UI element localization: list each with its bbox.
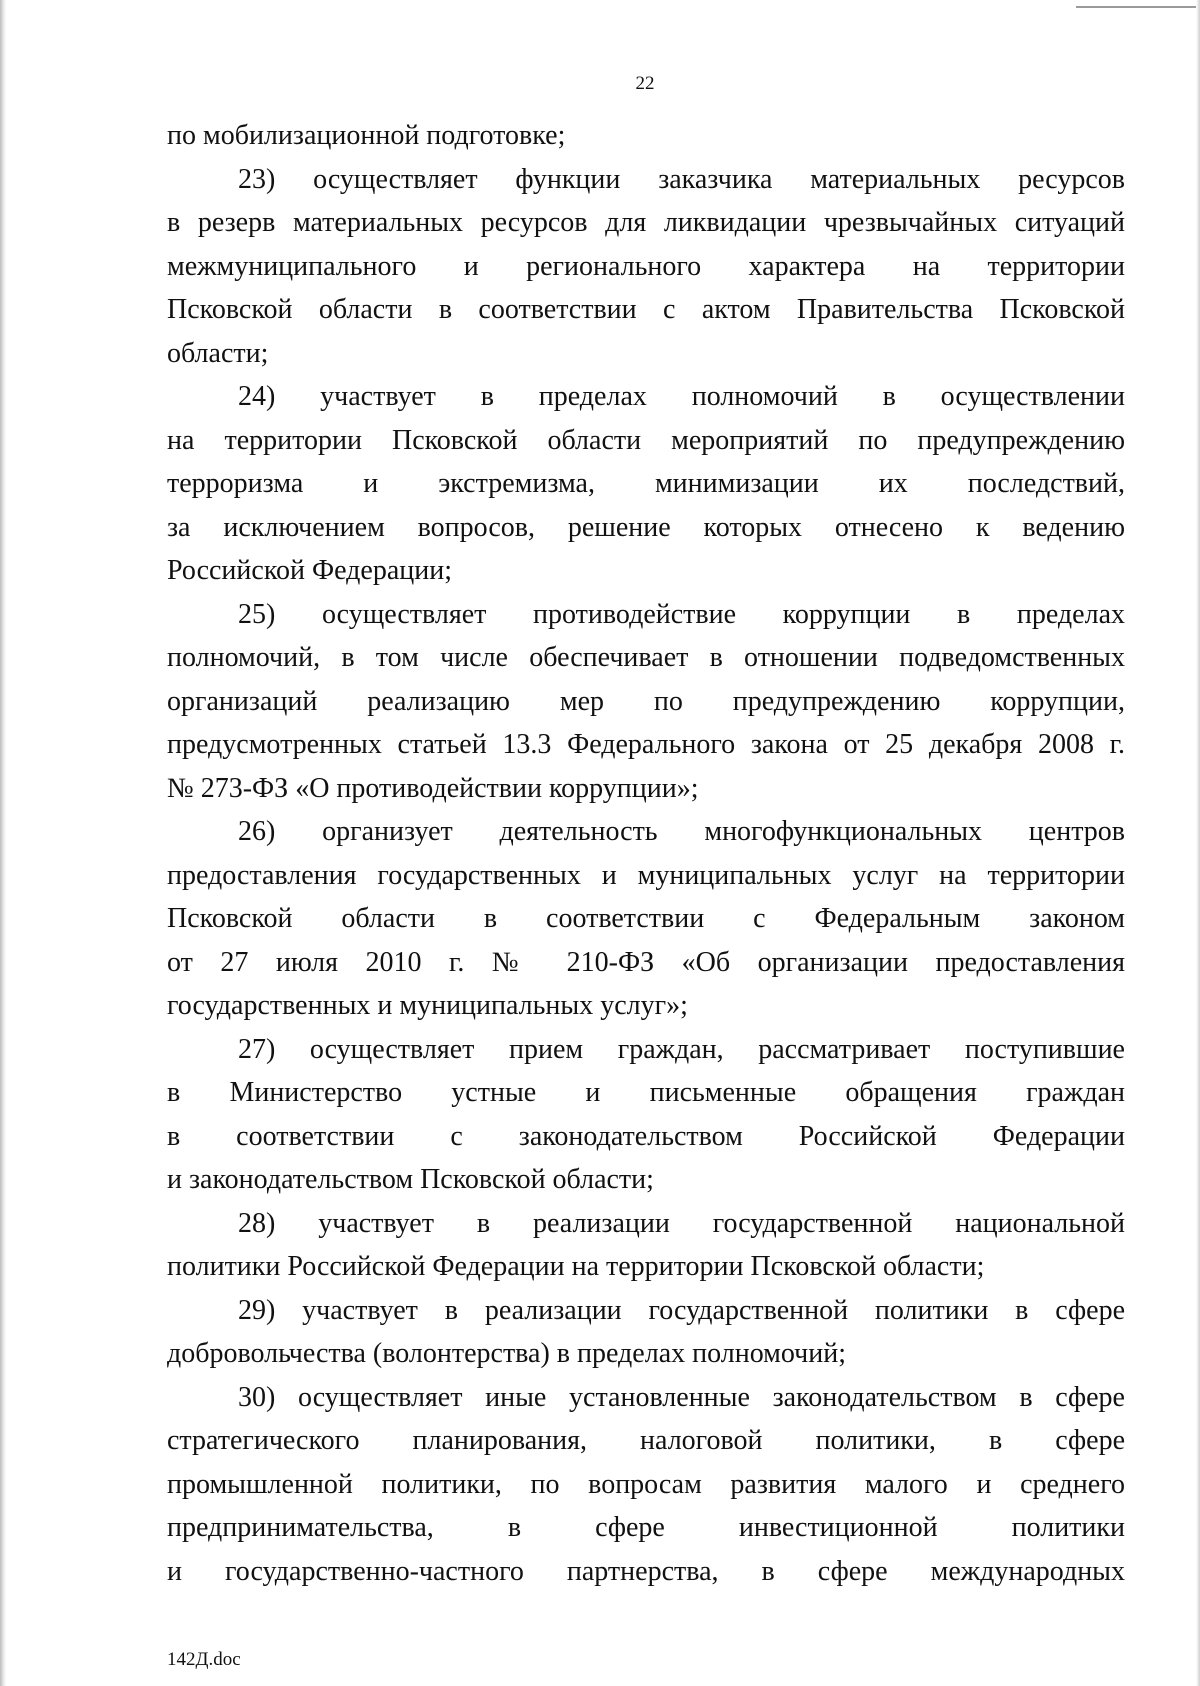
text-line: 29) участвует в реализации государственной политики в сфере xyxy=(238,1294,1125,1326)
paragraph-continuation xyxy=(167,114,1125,158)
scan-edge-top-mark xyxy=(1076,6,1196,8)
scan-edge-left xyxy=(0,0,6,1686)
text-line: № 273-ФЗ «О противодействии коррупции»; xyxy=(167,772,699,804)
document-body xyxy=(167,114,1125,1593)
text-line: терроризма и экстремизма, минимизации их последствий, xyxy=(167,468,1125,499)
text-line: стратегического планирования, налоговой политики, в сфере xyxy=(167,1425,1125,1456)
text-line: Псковской области в соответствии с Федеральным законом xyxy=(167,903,1125,934)
text-line: предоставления государственных и муниципальных услуг на территории xyxy=(167,859,1125,891)
scan-edge-right xyxy=(1196,0,1200,1686)
text-line: и законодательством Псковской области; xyxy=(167,1164,654,1195)
text-line: области; xyxy=(167,337,269,369)
text-line: в резерв материальных ресурсов для ликвидации чрезвычайных ситуаций xyxy=(167,207,1125,238)
paragraph-item-23 xyxy=(167,158,1125,376)
paragraph-item-29 xyxy=(167,1289,1125,1376)
text-line: 26) организует деятельность многофункциональных центров xyxy=(238,816,1125,847)
page-number: 22 xyxy=(635,73,655,94)
text-line: Российской Федерации; xyxy=(167,555,453,586)
text-line: добровольчества (волонтерства) в пределах полномочий; xyxy=(167,1338,846,1369)
text-line: по мобилизационной подготовке; xyxy=(167,120,566,151)
text-line: в Министерство устные и письменные обращения граждан xyxy=(167,1077,1125,1108)
text-line: межмуниципального и регионального характера на территории xyxy=(167,250,1125,282)
text-line: политики Российской Федерации на территории Псковской области; xyxy=(167,1251,985,1282)
text-line: организаций реализацию мер по предупреждению коррупции, xyxy=(167,685,1125,717)
text-line: 28) участвует в реализации государственной национальной xyxy=(238,1207,1125,1239)
text-line: 24) участвует в пределах полномочий в осуществлении xyxy=(238,381,1125,412)
text-line: в соответствии с законодательством Российской Федерации xyxy=(167,1120,1125,1152)
paragraph-item-26 xyxy=(167,810,1125,1028)
paragraph-item-27 xyxy=(167,1028,1125,1202)
text-line: 23) осуществляет функции заказчика материальных ресурсов xyxy=(238,163,1125,195)
text-line: и государственно-частного партнерства, в сфере международных xyxy=(167,1555,1125,1587)
text-line: полномочий, в том числе обеспечивает в отношении подведомственных xyxy=(167,642,1125,673)
paragraph-item-24 xyxy=(167,375,1125,593)
text-line: 30) осуществляет иные установленные законодательством в сфере xyxy=(238,1381,1125,1413)
paragraph-item-28 xyxy=(167,1202,1125,1289)
text-line: государственных и муниципальных услуг»; xyxy=(167,990,688,1021)
text-line: предусмотренных статьей 13.3 Федерального закона от 25 декабря 2008 г. xyxy=(167,729,1125,760)
text-line: от 27 июля 2010 г. № 210-ФЗ «Об организации предоставления xyxy=(167,946,1125,978)
text-line: предпринимательства, в сфере инвестиционной политики xyxy=(167,1512,1125,1543)
text-line: 27) осуществляет прием граждан, рассматривает поступившие xyxy=(238,1033,1125,1065)
text-line: 25) осуществляет противодействие коррупции в пределах xyxy=(238,598,1125,630)
footer-filename: 142Д.doc xyxy=(167,1649,241,1670)
text-line: на территории Псковской области мероприятий по предупреждению xyxy=(167,424,1125,456)
text-line: промышленной политики, по вопросам развития малого и среднего xyxy=(167,1468,1125,1500)
text-line: Псковской области в соответствии с актом Правительства Псковской xyxy=(167,294,1125,325)
paragraph-item-25 xyxy=(167,593,1125,811)
text-line: за исключением вопросов, решение которых отнесено к ведению xyxy=(167,511,1125,543)
paragraph-item-30 xyxy=(167,1376,1125,1594)
